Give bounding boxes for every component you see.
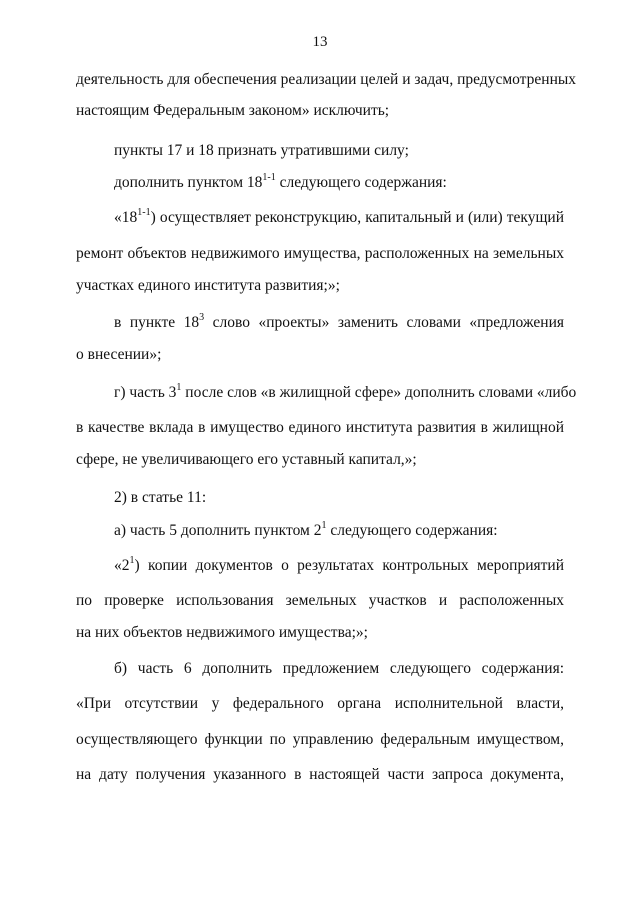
text-line xyxy=(76,765,564,785)
text-run: на них объектов недвижимого имущества;»; xyxy=(76,624,368,641)
text-run: г) часть 3 xyxy=(114,384,177,401)
text-run: сфере, не увеличивающего его уставный капитал,»; xyxy=(76,451,417,468)
text-run: после слов «в жилищной сфере» дополнить словами «либо xyxy=(181,384,577,401)
text-line xyxy=(76,70,577,90)
text-run: ремонт объектов недвижимого имущества, расположенных на земельных xyxy=(76,245,564,262)
superscript: 1 xyxy=(129,554,135,566)
text-run: ) осуществляет реконструкцию, капитальный и (или) текущий xyxy=(150,209,564,226)
text-line xyxy=(76,418,564,438)
text-line xyxy=(114,488,564,508)
text-run: следующего содержания: xyxy=(326,522,498,539)
text-line xyxy=(114,208,564,228)
text-line xyxy=(76,244,564,264)
page-number: 13 xyxy=(312,34,328,50)
superscript: 1 xyxy=(321,519,327,531)
text-run: настоящим Федеральным законом» исключить; xyxy=(76,102,390,119)
text-line xyxy=(76,591,564,611)
text-line xyxy=(76,345,564,365)
text-run: деятельность для обеспечения реализации целей и задач, предусмотренных xyxy=(76,71,577,88)
text-run: 2) в статье 11: xyxy=(114,489,207,506)
text-run: по проверке использования земельных участков и расположенных xyxy=(76,592,564,609)
text-run: ) копии документов о результатах контрольных мероприятий xyxy=(134,557,564,574)
text-run: осуществляющего функции по управлению федеральным имуществом, xyxy=(76,731,564,748)
superscript: 3 xyxy=(199,311,205,323)
text-line xyxy=(114,659,564,679)
text-line xyxy=(76,694,564,714)
text-run: в пункте 18 xyxy=(114,314,200,331)
text-line xyxy=(76,450,564,470)
text-line xyxy=(76,276,564,296)
text-line xyxy=(76,730,564,750)
text-run: следующего содержания: xyxy=(275,174,447,191)
text-run: о внесении»; xyxy=(76,346,162,363)
text-run: «18 xyxy=(114,209,138,226)
text-run: дополнить пунктом 18 xyxy=(114,174,263,191)
text-run: в качестве вклада в имущество единого института развития в жилищной xyxy=(76,419,564,436)
text-line xyxy=(114,141,564,161)
text-line xyxy=(114,521,564,541)
text-run: участках единого института развития;»; xyxy=(76,277,340,294)
text-line xyxy=(114,381,577,403)
text-run: «При отсутствии у федерального органа исполнительной власти, xyxy=(76,695,564,712)
text-line xyxy=(114,173,564,193)
text-run: «2 xyxy=(114,557,130,574)
text-run: б) часть 6 дополнить предложением следующего содержания: xyxy=(114,660,564,677)
text-run: пункты 17 и 18 признать утратившими силу; xyxy=(114,142,409,159)
superscript: 1-1 xyxy=(137,206,151,218)
text-line xyxy=(114,556,564,576)
text-run: слово «проекты» заменить словами «предложения xyxy=(204,314,564,331)
text-run: на дату получения указанного в настоящей части запроса документа, xyxy=(76,766,564,783)
text-line xyxy=(76,623,564,643)
superscript: 1 xyxy=(176,381,182,393)
text-run: а) часть 5 дополнить пунктом 2 xyxy=(114,522,322,539)
text-line xyxy=(114,313,564,333)
text-line xyxy=(76,101,564,121)
superscript: 1-1 xyxy=(262,171,276,183)
